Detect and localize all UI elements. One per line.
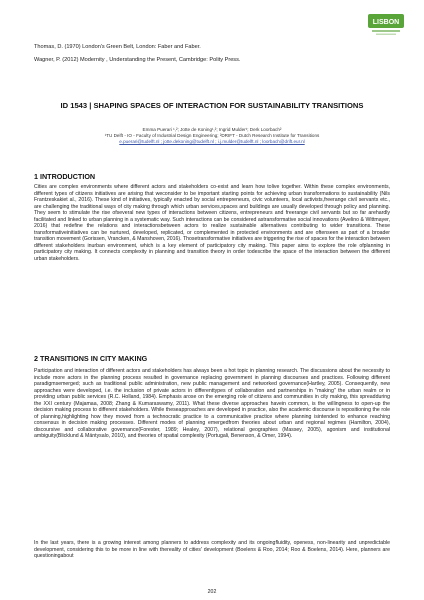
reference-wagner: Wagner, P. (2012) Modernity , Understanding the Present, Cambridge: Polity Press.: [34, 57, 241, 63]
reference-thomas: Thomas, D. (1970) London's Green Belt, London: Faber and Faber.: [34, 44, 201, 50]
transitions-paragraph-2: In the last years, there is a growing interest among planners to address complexity and its ongoingfluidity, openess, non-linearity and unpredictable development, considering this to be more in line with thereality of cities' development (Boelens & Roo, 2014; Roo & Boelens, 2014). Here, planners are questioningabout: [34, 540, 390, 559]
page-number: 202: [207, 589, 217, 595]
affiliations-line: ¹TU Delft - IO - Faculty of Industrial Design Engineering; ²DRIFT - Dutch Research Institute for Transitions: [104, 133, 320, 138]
author-emails[interactable]: e.puerari@tudelft.nl ; jotte.dekoning@tudelft.nl ; i.j.mulder@tudelft.nl ; loorbach@drift.eur.nl: [119, 139, 305, 144]
section-heading-introduction: 1 INTRODUCTION: [34, 172, 96, 181]
authors-line: Emma Puerari ¹,²; Jotte de Koning¹,²; Ingrid Mulder¹; Derk Loorbach²: [142, 127, 282, 132]
introduction-paragraph: Cities are complex environments where different actors and stakeholders co-exist and learn how tolive together. Within these complex environments, different types of citizens initiatives are arising that weconsider to be important starting points for achieving urban transformations to sustainability (Nils Frantzeskakiet al., 2016). These kind of initiatives, typically enacted by social entrepreneurs, civic volunteers, local activists,freerange civil servants etc., are challenging the traditional ways of city making through which urban services,spaces and buildings are usually developed through policy and planning. They seem to stimulate the rise ofseveral new types of interactions between citizens, entrepreneurs and freerange civil servants but so far arehardly facilitated and linked to urban planning in a systematic way. Such interactions can be considered astransformative social innovations (Avelino & Wittmayer, 2016) that redefine the relations and interactionsbetween actors to realize sustainable alternatives contributing to wider transitions. These transformativeinitiatives can be nurtured, developed, replicated, or complemented in protected environments and are oftenseen as part of a broader transition movement (Gorissen, Vrancken, & Manshoven, 2016). Thosetransformative initiatives are triggering the rise of spaces for the interaction between different stakeholders inurban environment, which is a key element of participatory city making. This paper aims to explore the role ofplanning in participatory city making. It connects complexity in planning and transition theory in order todescribe the space of the interaction between the different urban stakeholders.: [34, 184, 390, 262]
paper-title: ID 1543 | SHAPING SPACES OF INTERACTION FOR SUSTAINABILITY TRANSITIONS: [60, 101, 364, 110]
logo-text: LISBON: [372, 19, 400, 26]
section-heading-transitions: 2 TRANSITIONS IN CITY MAKING: [34, 354, 148, 363]
conference-logo: [362, 12, 410, 38]
transitions-paragraph-1: Participation and interaction of different actors and stakeholders has always been a hot topic in planning research. The discussions about the necessity to include more actors in the planning process resulted in governance replacing government in planning discourses and practices. Following different paradigmsemerged; such as traditional public administration, new public management and networked governance(Hartley, 2005). Consequently, new approaches were developed, i.e. the inclusion of private actors in differenttypes of collaboration and partnerships in "making" the urban realm or in providing urban public services (R.C. Holland, 1984). Emphasis arose on the emerging role of citizens and communities in city making, this spreadduring the XXI century (Majamaa, 2008; Zhang & Kumaraswamy, 2011). What these diverse approaches havein common, is the willingness to open-up the decision making process to different stakeholders. While theseapproaches are developed in practice, also the academic discourse is repositioning the role of planning,highlighting how they moved from a technocratic practice to a communicative practice where planning isintended to enhance reaching consensus in decision making processes. Different modes of planning emergedfrom theories about urban and regional regimes (Hamilton, 2004), discoursive and collaborative governance(Forester, 1989; Healey, 2007), relational geographies (Massey, 2005), agonism and institutional ambiguity(Blicklund & Mäntysalo, 2010), and theories of spatial complexity (Portugali, Benenson, & Omer, 1994).: [34, 368, 390, 439]
